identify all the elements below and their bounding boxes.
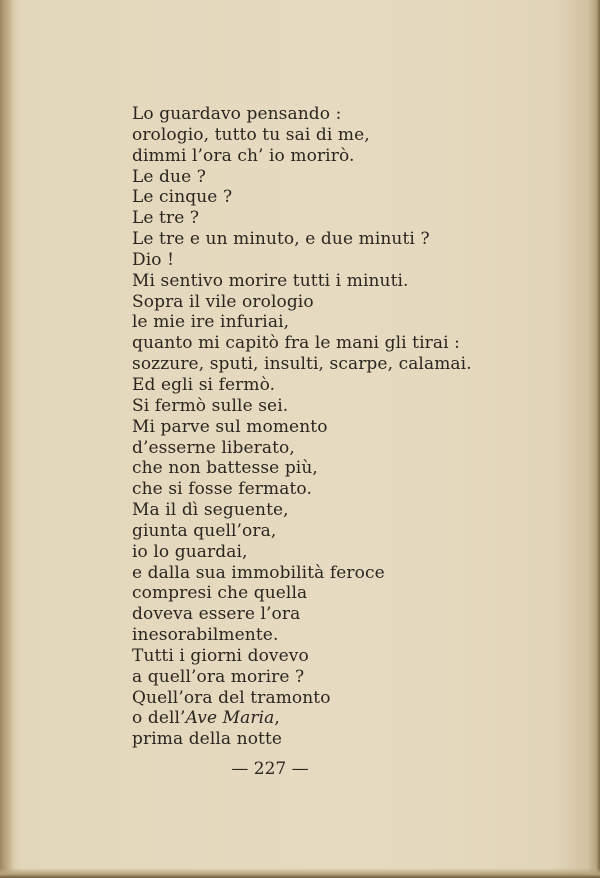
poem-line: sozzure, sputi, insulti, scarpe, calamai. [132, 354, 472, 375]
page-number-text: — 227 — [231, 759, 309, 779]
poem-line: Mi parve sul momento [132, 416, 328, 437]
poem-line: Ma il dì seguente, [132, 500, 289, 521]
poem-line: d’esserne liberato, [132, 437, 295, 458]
poem-line: quanto mi capitò fra le mani gli tirai : [132, 333, 460, 354]
poem-line: doveva essere l’ora [132, 604, 301, 625]
poem-line: orologio, tutto tu sai di me, [132, 124, 370, 145]
poem-line: Tutti i giorni dovevo [132, 645, 309, 666]
poem-line: prima della notte [132, 729, 283, 750]
page-number [0, 759, 540, 779]
poem-line: Le tre ? [132, 208, 200, 229]
poem-line: inesorabilmente. [132, 625, 279, 646]
poem-line: che si fosse fermato. [132, 479, 312, 500]
poem-line: a quell’ora morire ? [132, 666, 305, 687]
page-bottom-edge [0, 868, 600, 878]
poem-text [132, 104, 572, 750]
poem-line: compresi che quella [132, 583, 308, 604]
poem-line: le mie ire infuriai, [132, 312, 290, 333]
poem-line-prefix: o dell’ [132, 708, 186, 729]
poem-line: giunta quell’ora, [132, 520, 277, 541]
poem-line: Si fermò sulle sei. [132, 395, 289, 416]
page-edge-shadow [588, 0, 600, 878]
poem-line: dimmi l’ora ch’ io morirò. [132, 145, 355, 166]
poem-line: io lo guardai, [132, 541, 248, 562]
poem-line: Ed egli si fermò. [132, 374, 276, 395]
poem-line: Sopra il vile orologio [132, 291, 314, 312]
page-gutter-shadow [0, 0, 14, 878]
poem-line-suffix: , [274, 708, 280, 729]
poem-line: Le due ? [132, 166, 206, 187]
poem-line: che non battesse più, [132, 458, 318, 479]
poem-line: Le tre e un minuto, e due minuti ? [132, 229, 430, 250]
poem-line: Dio ! [132, 249, 175, 270]
poem-line: Quell’ora del tramonto [132, 687, 331, 708]
poem-line-ave-maria [132, 708, 572, 729]
poem-line: Mi sentivo morire tutti i minuti. [132, 270, 409, 291]
poem-line: Lo guardavo pensando : [132, 104, 342, 124]
poem-line: Le cinque ? [132, 187, 233, 208]
poem-line: e dalla sua immobilità feroce [132, 562, 385, 583]
poem-line-italic: Ave Maria [185, 708, 275, 729]
